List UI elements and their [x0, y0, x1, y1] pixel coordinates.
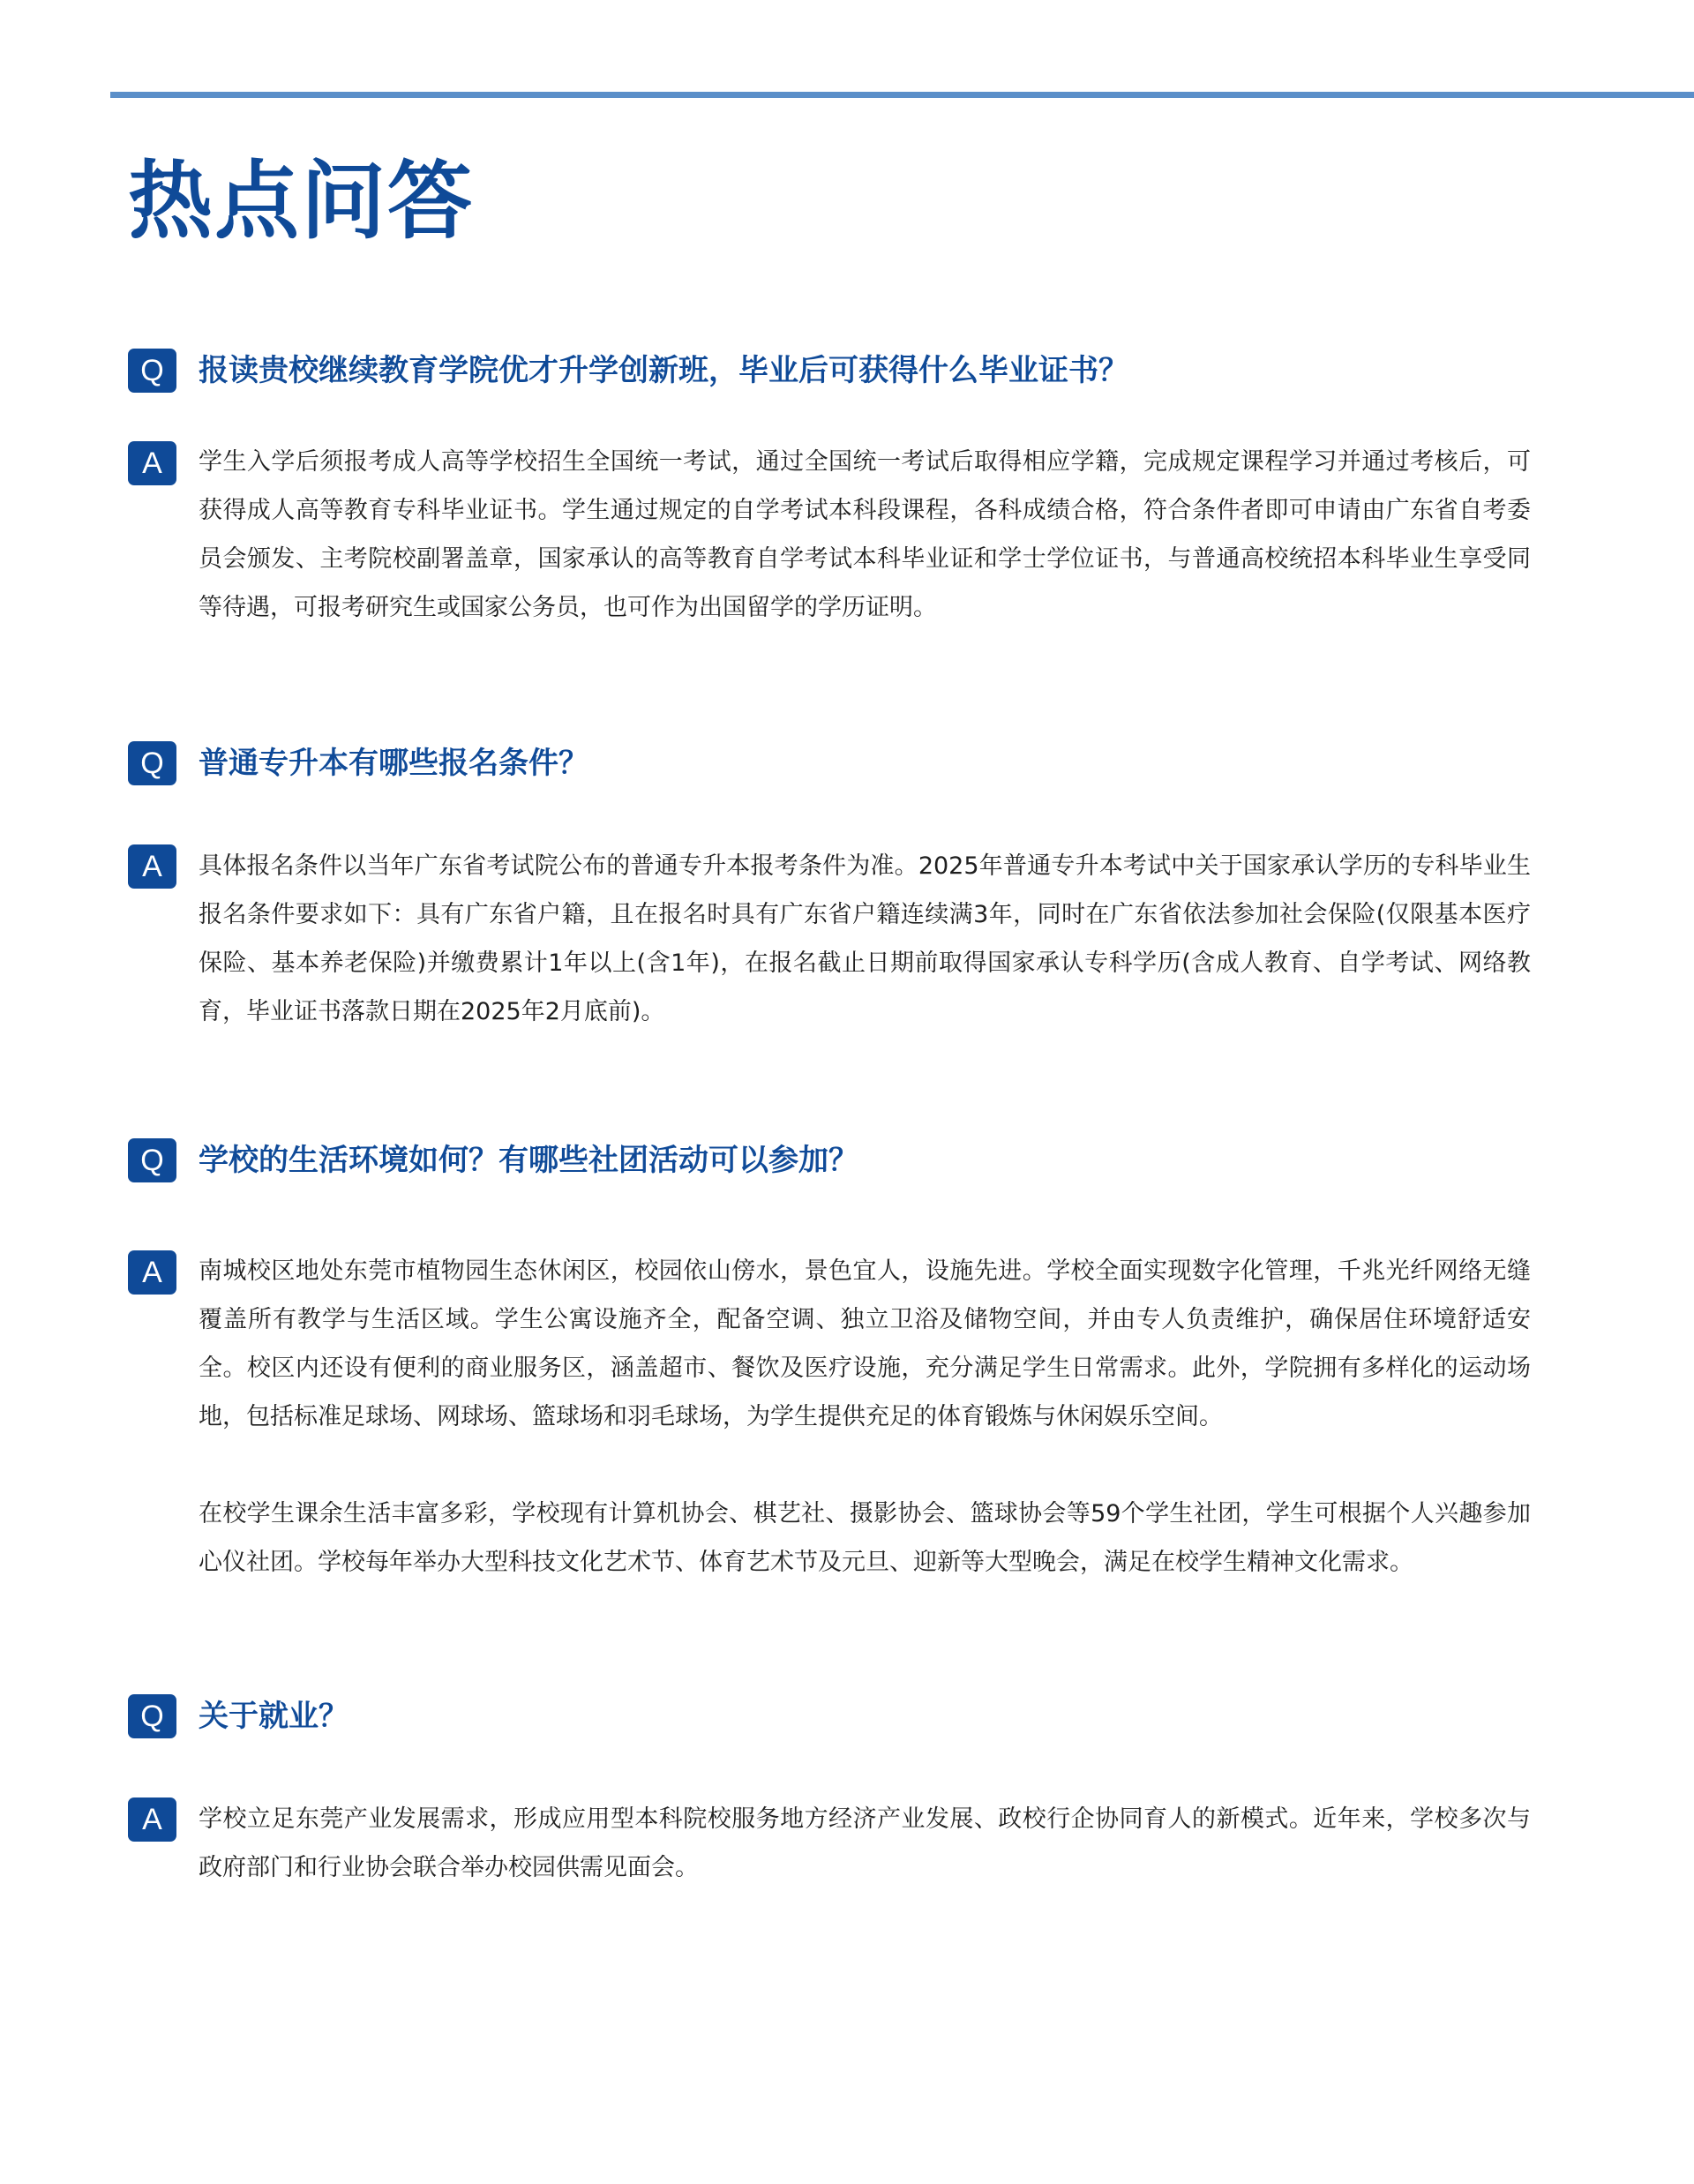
- answer-paragraph: 南城校区地处东莞市植物园生态休闲区，校园依山傍水，景色宜人，设施先进。学校全面实现数字化管理，千兆光纤网络无缝覆盖所有教学与生活区域。学生公寓设施齐全，配备空调、独立卫浴及储物空间，并由专人负责维护，确保居住环境舒适安全。校区内还设有便利的商业服务区，涵盖超市、餐饮及医疗设施，充分满足学生日常需求。此外，学院拥有多样化的运动场地，包括标准足球场、网球场、篮球场和羽毛球场，为学生提供充足的体育锻炼与休闲娱乐空间。: [199, 1257, 1531, 1430]
- answer-paragraph: 在校学生课余生活丰富多彩，学校现有计算机协会、棋艺社、摄影协会、篮球协会等59个学生社团，学生可根据个人兴趣参加心仪社团。学校每年举办大型科技文化艺术节、体育艺术节及元旦、迎新等大型晚会，满足在校学生精神文化需求。: [199, 1500, 1531, 1576]
- answer-paragraph: 学生入学后须报考成人高等学校招生全国统一考试，通过全国统一考试后取得相应学籍，完成规定课程学习并通过考核后，可获得成人高等教育专科毕业证书。学生通过规定的自学考试本科段课程，各科成绩合格，符合条件者即可申请由广东省自考委员会颁发、主考院校副署盖章，国家承认的高等教育自学考试本科毕业证和学士学位证书，与普通高校统招本科毕业生享受同等待遇，可报考研究生或国家公务员，也可作为出国留学的学历证明。: [199, 448, 1531, 621]
- answer-text: [199, 1247, 1531, 1587]
- top-rule: [110, 92, 1694, 98]
- answer-paragraph: 具体报名条件以当年广东省考试院公布的普通专升本报考条件为准。2025年普通专升本考试中关于国家承认学历的专科毕业生报名条件要求如下：具有广东省户籍，且在报名时具有广东省户籍连续满3年，同时在广东省依法参加社会保险(仅限基本医疗保险、基本养老保险)并缴费累计1年以上(含1年)，在报名截止日期前取得国家承认专科学历(含成人教育、自学考试、网络教育，毕业证书落款日期在2025年2月底前)。: [199, 852, 1531, 1025]
- answer-text: [199, 1795, 1531, 1892]
- page-title: 热点问答: [128, 152, 474, 251]
- question-badge: Q: [128, 741, 176, 785]
- answer-text: [199, 842, 1531, 1036]
- answer-paragraph: 学校立足东莞产业发展需求，形成应用型本科院校服务地方经济产业发展、政校行企协同育人的新模式。近年来，学校多次与政府部门和行业协会联合举办校园供需见面会。: [199, 1805, 1531, 1881]
- answer-text: [199, 438, 1531, 632]
- question-badge: Q: [128, 1694, 176, 1738]
- question-badge: Q: [128, 349, 176, 393]
- question-text: 普通专升本有哪些报名条件？: [199, 746, 588, 781]
- question-text: 学校的生活环境如何？有哪些社团活动可以参加？: [199, 1143, 858, 1178]
- answer-badge: A: [128, 1797, 176, 1842]
- answer-badge: A: [128, 441, 176, 485]
- question-text: 报读贵校继续教育学院优才升学创新班，毕业后可获得什么毕业证书？: [199, 353, 1128, 388]
- question-badge: Q: [128, 1138, 176, 1182]
- question-text: 关于就业？: [199, 1699, 349, 1734]
- answer-badge: A: [128, 1250, 176, 1295]
- answer-badge: A: [128, 844, 176, 889]
